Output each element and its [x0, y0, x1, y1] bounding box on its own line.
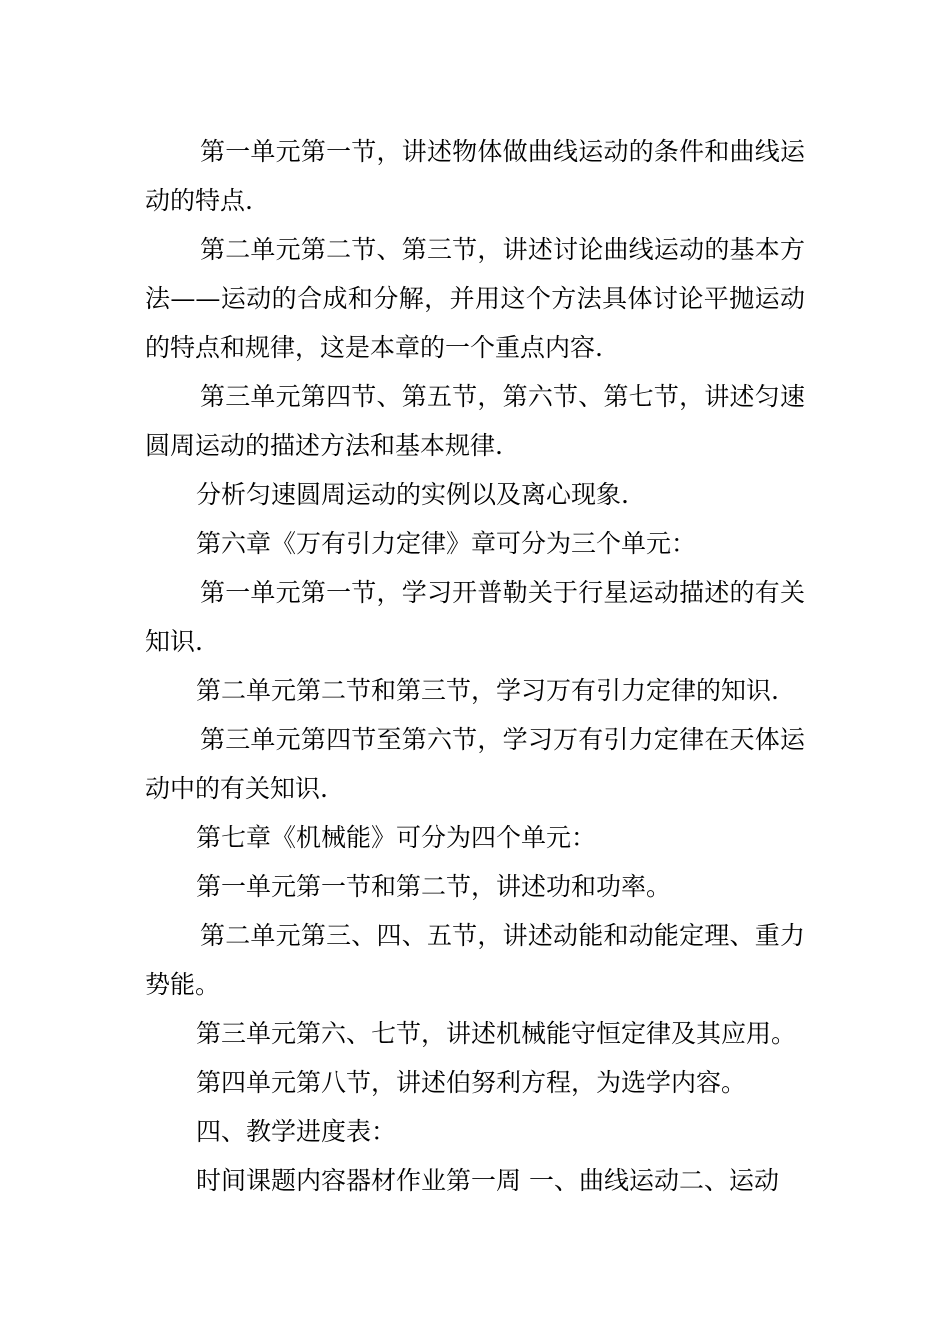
paragraph-10: 第一单元第一节和第二节，讲述功和功率。 — [196, 872, 672, 901]
paragraph-15: 时间课题内容器材作业第一周 一、曲线运动二、运动 — [196, 1166, 779, 1195]
paragraph-1: 第一单元第一节，讲述物体做曲线运动的条件和曲线运动的特点. — [145, 137, 805, 215]
document-page — [145, 127, 805, 1205]
paragraph-13: 第四单元第八节，讲述伯努利方程，为选学内容。 — [196, 1068, 747, 1097]
paragraph-8: 第三单元第四节至第六节，学习万有引力定律在天体运动中的有关知识. — [145, 725, 805, 803]
paragraph-5: 第六章《万有引力定律》章可分为三个单元： — [196, 529, 697, 558]
paragraph-11: 第二单元第三、四、五节，讲述动能和动能定理、重力势能。 — [145, 921, 805, 999]
paragraph-3: 第三单元第四节、第五节，第六节、第七节，讲述匀速圆周运动的描述方法和基本规律. — [145, 382, 805, 460]
paragraph-2: 第二单元第二节、第三节，讲述讨论曲线运动的基本方法——运动的合成和分解，并用这个方法具体讨论平抛运动的特点和规律，这是本章的一个重点内容. — [145, 235, 805, 362]
paragraph-12: 第三单元第六、七节，讲述机械能守恒定律及其应用。 — [196, 1019, 797, 1048]
paragraph-6: 第一单元第一节，学习开普勒关于行星运动描述的有关知识. — [145, 578, 805, 656]
paragraph-9: 第七章《机械能》可分为四个单元： — [196, 823, 597, 852]
paragraph-7: 第二单元第二节和第三节，学习万有引力定律的知识. — [196, 676, 779, 705]
paragraph-14: 四、教学进度表： — [196, 1117, 397, 1146]
paragraph-4: 分析匀速圆周运动的实例以及离心现象. — [196, 480, 629, 509]
